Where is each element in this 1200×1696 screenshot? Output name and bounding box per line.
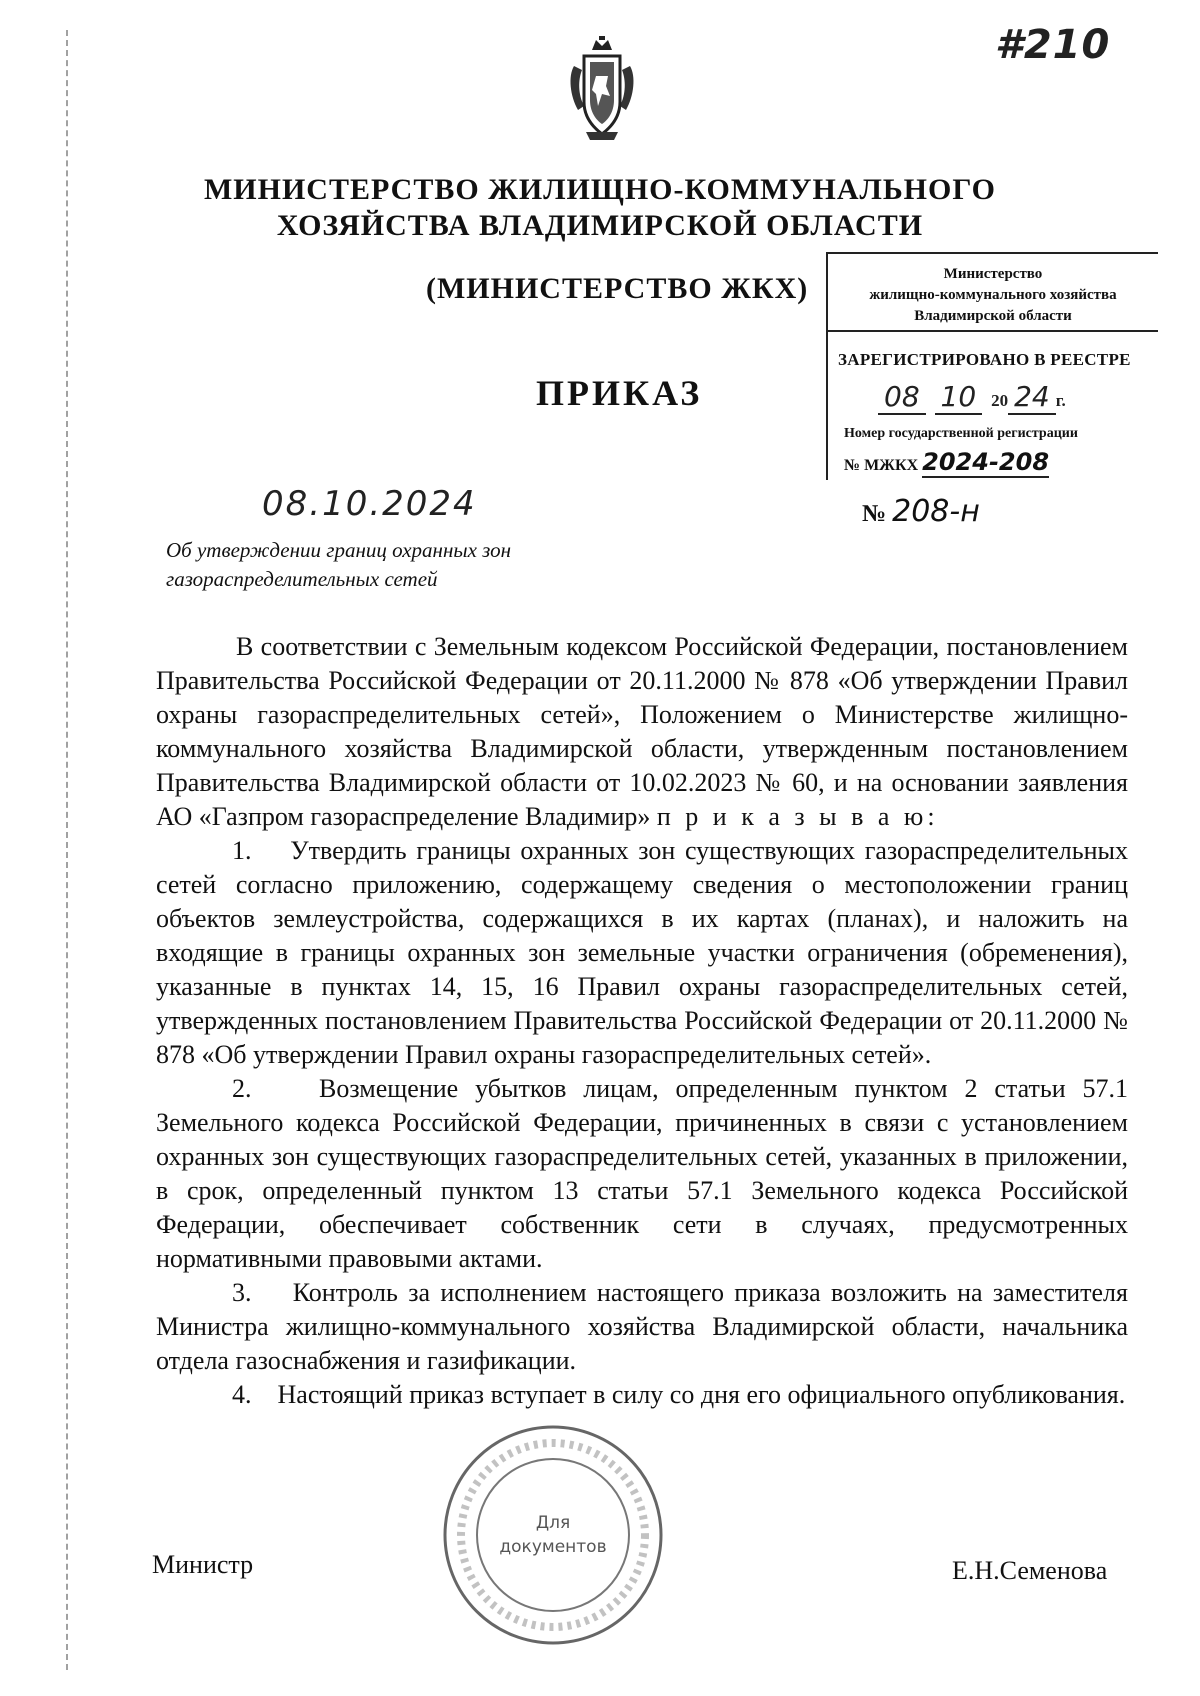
order-body <box>156 630 1128 1412</box>
stamp-org-line2: жилищно-коммунального хозяйства <box>869 287 1117 303</box>
stamp-reg-number <box>844 448 1049 476</box>
order-date: 08.10.2024 <box>262 484 477 524</box>
stamp-title: ЗАРЕГИСТРИРОВАНО В РЕЕСТРЕ <box>838 350 1131 369</box>
handwritten-number: #210 <box>995 22 1111 68</box>
order-item-2: 2. Возмещение убытков лицам, определенным пунктом 2 статьи 57.1 Земельного кодекса Российской Федерации, причиненных в связи с установлением охранных зон существующих газораспределительных сетей, указанных в приложении, в срок, определенный пунктом 13 статьи 57.1 Земельного кодекса Российской Федерации, обеспечивает собственник сети в случаях, предусмотренных нормативными правовыми актами. <box>156 1074 1128 1273</box>
order-number <box>862 494 980 529</box>
preamble-text: В соответствии с Земельным кодексом Российской Федерации, постановлением Правительства Российской Федерации от 20.11.2000 № 878 «Об утверждении Правил охраны газораспределительных сетей», Положением о Министерстве жилищно-коммунального хозяйства Владимирской области, утвержденным постановлением Правительства Владимирской области от 10.02.2023 № 60, и на основании заявления АО «Газпром газораспределение Владимир» <box>156 632 1128 831</box>
stamp-date-day: 08 <box>878 380 926 415</box>
stamp-date-year-unit: г. <box>1055 391 1066 410</box>
order-subject-line1: Об утверждении границ охранных зон <box>166 538 512 562</box>
scan-edge-line <box>66 30 70 1670</box>
command-word: п р и к а з ы в а ю: <box>656 802 939 831</box>
order-item-4: 4. Настоящий приказ вступает в силу со дня его официального опубликования. <box>232 1380 1126 1409</box>
coat-of-arms-icon <box>566 36 638 142</box>
ministry-name-line2: ХОЗЯЙСТВА ВЛАДИМИРСКОЙ ОБЛАСТИ <box>276 209 924 242</box>
stamp-top-border <box>828 252 1158 254</box>
stamp-divider <box>828 330 1158 332</box>
stamp-organization <box>828 264 1158 327</box>
stamp-reg-value: 2024-208 <box>922 448 1050 476</box>
stamp-reg-label: Номер государственной регистрации <box>844 426 1078 441</box>
stamp-org-line1: Министерство <box>943 266 1043 282</box>
registration-stamp <box>826 252 1158 480</box>
order-number-prefix: № <box>862 501 887 527</box>
preamble-paragraph <box>156 630 1128 834</box>
stamp-date-year-suffix: 24 <box>1008 380 1056 415</box>
ministry-name-line1: МИНИСТЕРСТВО ЖИЛИЩНО-КОММУНАЛЬНОГО <box>203 173 997 206</box>
stamp-org-line3: Владимирской области <box>914 308 1072 324</box>
order-subject-line2: газораспределительных сетей <box>166 567 438 591</box>
ministry-name <box>190 172 1010 244</box>
seal-text-line2: документов <box>499 1537 607 1557</box>
stamp-reg-prefix: № МЖКХ <box>844 457 919 474</box>
ministry-short-name: (МИНИСТЕРСТВО ЖКХ) <box>426 272 809 305</box>
signatory-role: Министр <box>152 1550 254 1579</box>
document-type: ПРИКАЗ <box>536 373 703 413</box>
stamp-date-month: 10 <box>935 380 983 415</box>
seal-text-line1: Для <box>535 1513 571 1533</box>
stamp-date <box>878 380 1066 413</box>
order-item-1: 1. Утвердить границы охранных зон существующих газораспределительных сетей согласно приложению, содержащему сведения о местоположении границ объектов землеустройства, содержащихся в их картах (планах), и наложить на входящие в границы охранных зон земельные участки ограничения (обременения), указанные в пунктах 14, 15, 16 Правил охраны газораспределительных сетей, утвержденных постановлением Правительства Российской Федерации от 20.11.2000 № 878 «Об утверждении Правил охраны газораспределительных сетей». <box>156 836 1128 1069</box>
order-number-value: 208-н <box>892 494 980 529</box>
round-seal-icon <box>438 1420 668 1650</box>
order-item-3: 3. Контроль за исполнением настоящего приказа возложить на заместителя Министра жилищно-коммунального хозяйства Владимирской области, начальника отдела газоснабжения и газификации. <box>156 1278 1128 1375</box>
signatory-name: Е.Н.Семенова <box>952 1556 1108 1585</box>
order-subject <box>166 536 596 594</box>
stamp-date-year-prefix: 20 <box>991 391 1009 410</box>
